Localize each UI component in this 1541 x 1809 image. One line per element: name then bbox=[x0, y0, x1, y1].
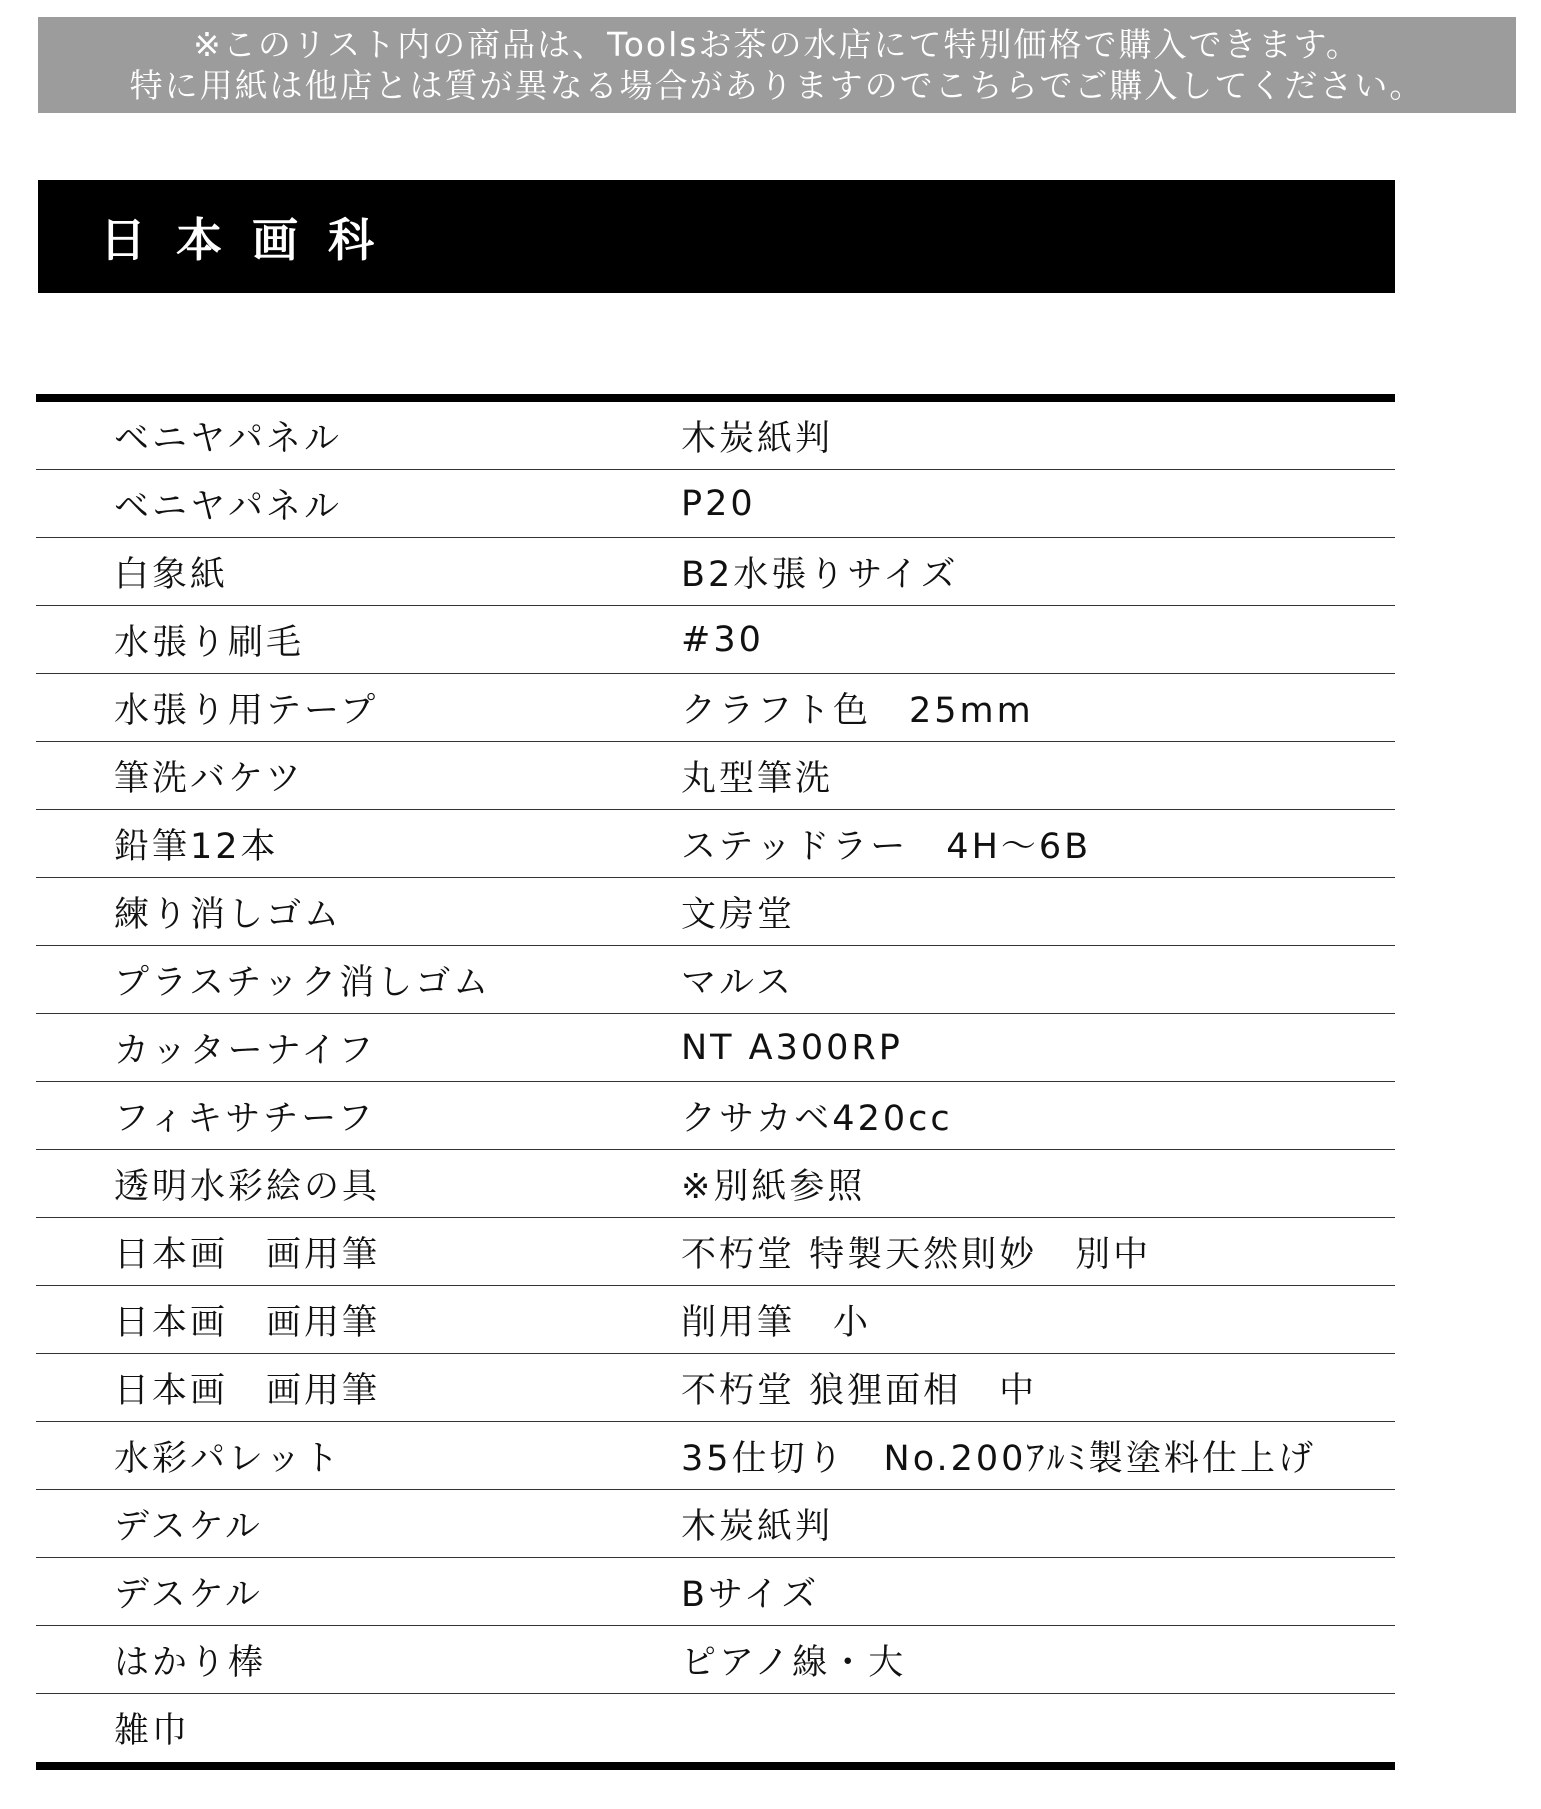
supplies-table bbox=[36, 394, 1395, 1770]
item-spec: 不朽堂 特製天然則妙 別中 bbox=[681, 1234, 1152, 1275]
table-row bbox=[36, 1014, 1395, 1082]
item-name: 日本画 画用筆 bbox=[114, 1370, 381, 1411]
item-name: 日本画 画用筆 bbox=[114, 1302, 381, 1343]
item-name: 筆洗バケツ bbox=[114, 758, 304, 799]
table-row bbox=[36, 878, 1395, 946]
item-spec: 丸型筆洗 bbox=[681, 758, 834, 799]
table-row bbox=[36, 742, 1395, 810]
notice-banner bbox=[38, 17, 1516, 113]
item-spec: #30 bbox=[681, 619, 764, 660]
table-row bbox=[36, 946, 1395, 1014]
item-name: 雑巾 bbox=[114, 1711, 191, 1751]
item-spec: 文房堂 bbox=[681, 894, 796, 935]
item-spec: ステッドラー 4H～6B bbox=[681, 826, 1092, 867]
table-row bbox=[36, 1218, 1395, 1286]
table-row bbox=[36, 1558, 1395, 1626]
item-spec: 木炭紙判 bbox=[681, 1506, 834, 1547]
table-row bbox=[36, 1490, 1395, 1558]
item-name: ベニヤパネル bbox=[114, 486, 343, 527]
item-spec: 木炭紙判 bbox=[681, 418, 834, 459]
item-name: 水彩パレット bbox=[114, 1438, 342, 1479]
item-name: 水張り用テープ bbox=[114, 690, 379, 731]
section-header bbox=[38, 180, 1395, 293]
item-name: 白象紙 bbox=[114, 554, 229, 595]
item-name: フィキサチーフ bbox=[114, 1098, 376, 1139]
item-name: 透明水彩絵の具 bbox=[114, 1166, 381, 1207]
table-row bbox=[36, 402, 1395, 470]
table-row bbox=[36, 606, 1395, 674]
item-spec: クサカベ420cc bbox=[681, 1098, 953, 1139]
item-name: はかり棒 bbox=[114, 1642, 267, 1683]
item-spec: Bサイズ bbox=[681, 1574, 820, 1615]
item-spec: ※別紙参照 bbox=[681, 1166, 866, 1207]
item-spec: NT A300RP bbox=[681, 1027, 903, 1068]
section-title: 日本画科 bbox=[100, 212, 404, 267]
table-row bbox=[36, 470, 1395, 538]
table-row bbox=[36, 1694, 1395, 1762]
item-spec: B2水張りサイズ bbox=[681, 554, 959, 595]
notice-line-2: 特に用紙は他店とは質が異なる場合がありますのでこちらでご購入してください。 bbox=[129, 66, 1425, 105]
item-spec: 不朽堂 狼狸面相 中 bbox=[681, 1370, 1038, 1411]
table-row bbox=[36, 1150, 1395, 1218]
table-row bbox=[36, 674, 1395, 742]
table-row bbox=[36, 1354, 1395, 1422]
item-name: 練り消しゴム bbox=[114, 894, 343, 935]
item-spec: クラフト色 25mm bbox=[681, 690, 1034, 731]
item-name: デスケル bbox=[114, 1574, 263, 1615]
item-name: 鉛筆12本 bbox=[114, 826, 279, 867]
item-name: 水張り刷毛 bbox=[114, 622, 305, 663]
item-name: 日本画 画用筆 bbox=[114, 1234, 381, 1275]
item-name: デスケル bbox=[114, 1506, 263, 1547]
notice-line-1: ※このリスト内の商品は、Toolsお茶の水店にて特別価格で購入できます。 bbox=[193, 25, 1361, 64]
item-name: ベニヤパネル bbox=[114, 418, 343, 459]
item-spec: 35仕切り No.200ｱﾙﾐ製塗料仕上げ bbox=[681, 1438, 1316, 1479]
item-name: カッターナイフ bbox=[114, 1030, 377, 1071]
table-row bbox=[36, 538, 1395, 606]
item-spec: 削用筆 小 bbox=[681, 1302, 872, 1343]
table-row bbox=[36, 1082, 1395, 1150]
table-row bbox=[36, 1626, 1395, 1694]
item-name: プラスチック消しゴム bbox=[114, 962, 492, 1003]
item-spec: ピアノ線・大 bbox=[681, 1642, 907, 1683]
item-spec: P20 bbox=[681, 483, 756, 524]
table-row bbox=[36, 810, 1395, 878]
table-row bbox=[36, 1286, 1395, 1354]
item-spec: マルス bbox=[681, 962, 794, 1003]
table-row bbox=[36, 1422, 1395, 1490]
